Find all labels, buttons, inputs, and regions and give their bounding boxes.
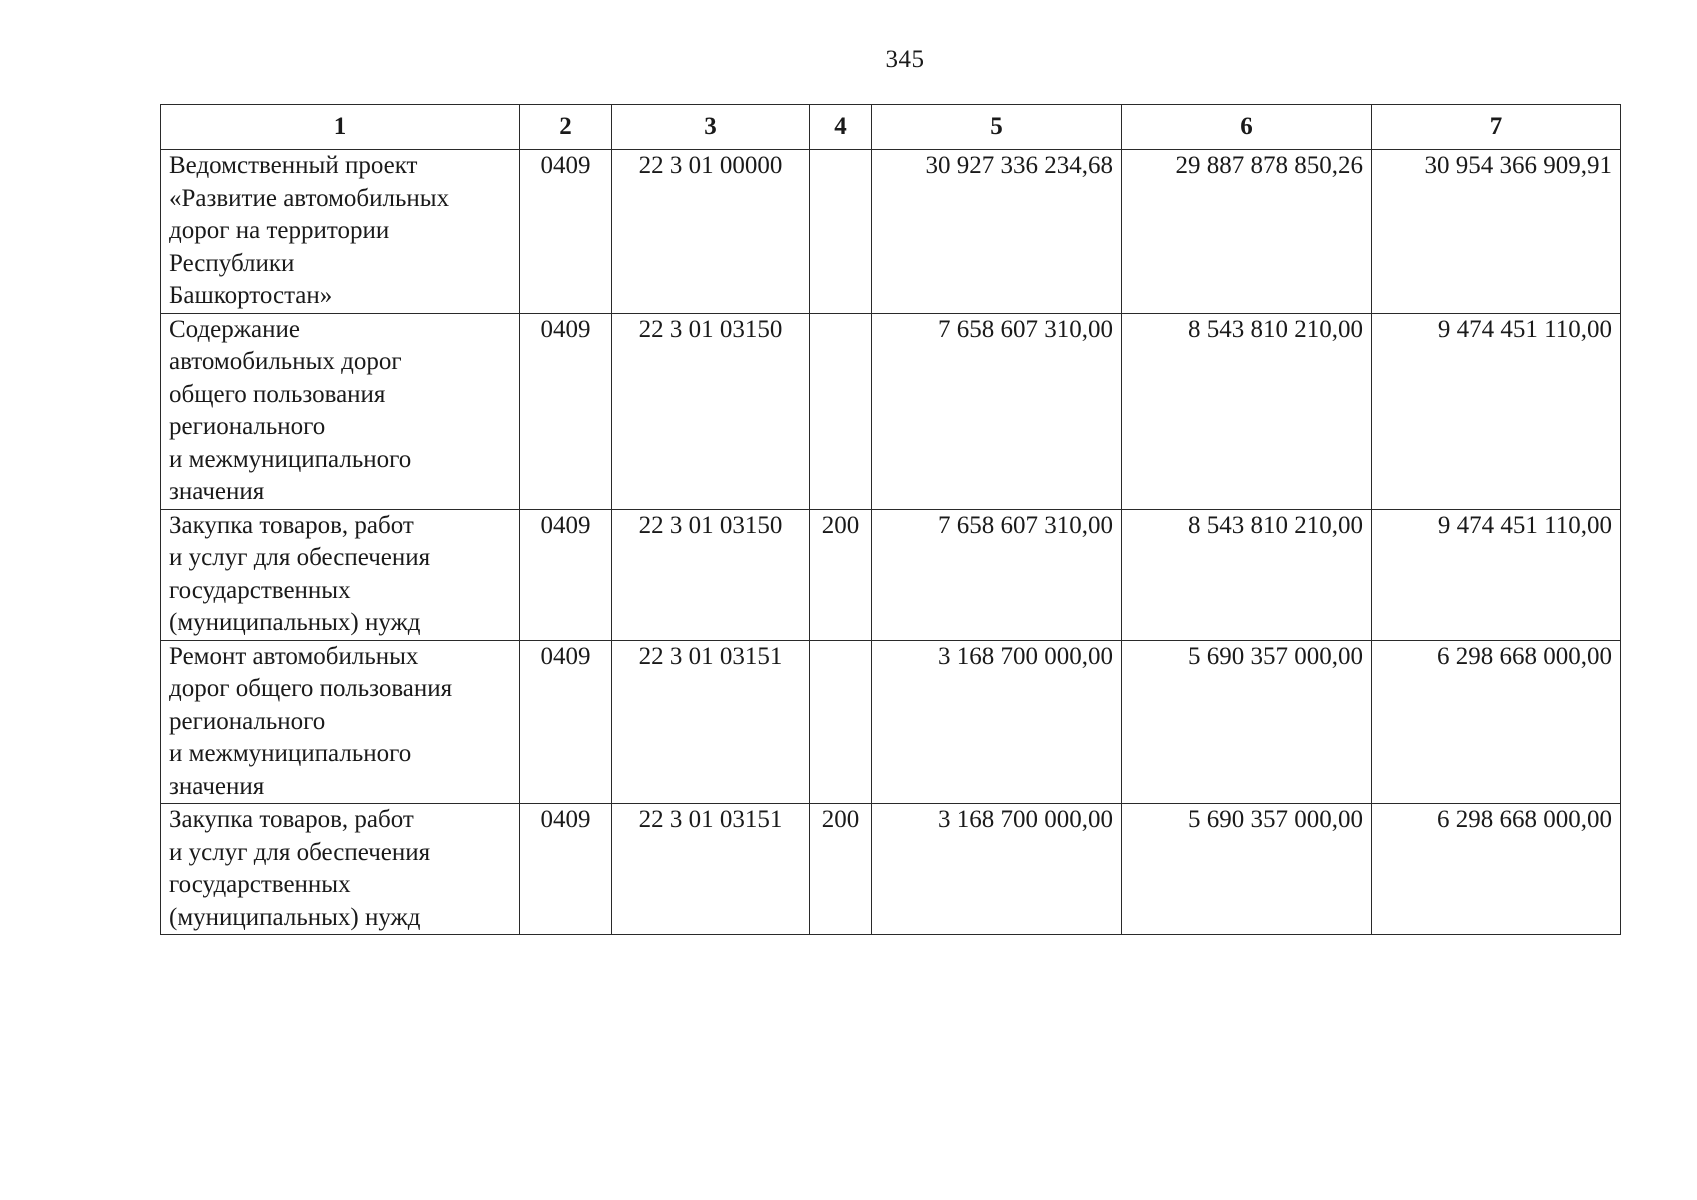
- table-row: [161, 640, 1621, 804]
- item-name-line: Ведомственный проект: [169, 152, 418, 179]
- amount-col6-cell: 29 887 878 850,26: [1122, 150, 1372, 314]
- amount-col6-cell: 8 543 810 210,00: [1122, 313, 1372, 509]
- amount-col7-cell: 9 474 451 110,00: [1372, 313, 1621, 509]
- item-name-line: (муниципальных) нужд: [169, 903, 421, 931]
- amount-col6-cell: 8 543 810 210,00: [1122, 509, 1372, 640]
- amount-col6-cell: 5 690 357 000,00: [1122, 640, 1372, 804]
- item-name-line: Содержание: [169, 315, 300, 343]
- item-name-line: и межмуниципального: [169, 445, 412, 473]
- item-name-line: (муниципальных) нужд: [169, 609, 421, 636]
- item-name-line: и межмуниципального: [169, 740, 412, 767]
- column-header: 4: [810, 105, 872, 150]
- column-header: 1: [161, 105, 520, 150]
- table-row: [161, 313, 1621, 509]
- item-name-cell: [161, 313, 520, 509]
- item-name-line: Башкортостан»: [169, 282, 333, 309]
- column-header: 7: [1372, 105, 1621, 150]
- section-code-cell: 0409: [520, 313, 612, 509]
- item-name-line: значения: [169, 772, 265, 800]
- page-number: 345: [885, 46, 925, 73]
- item-name-cell: [161, 509, 520, 640]
- amount-col5-cell: 7 658 607 310,00: [872, 509, 1122, 640]
- section-code-cell: 0409: [520, 509, 612, 640]
- amount-col5-cell: 3 168 700 000,00: [872, 640, 1122, 804]
- item-name-cell: [161, 150, 520, 314]
- item-name-line: дорог общего пользования: [169, 675, 453, 702]
- item-name-line: общего пользования: [169, 380, 386, 408]
- item-name-line: Республики: [169, 249, 295, 277]
- section-code-cell: 0409: [520, 640, 612, 804]
- target-article-cell: 22 3 01 03150: [612, 509, 810, 640]
- column-header: 5: [872, 105, 1122, 150]
- item-name-line: регионального: [169, 413, 326, 440]
- target-article-cell: 22 3 01 03151: [612, 804, 810, 935]
- amount-col5-cell: 3 168 700 000,00: [872, 804, 1122, 935]
- column-header: 2: [520, 105, 612, 150]
- table-row: [161, 150, 1621, 314]
- expense-type-cell: [810, 313, 872, 509]
- item-name-line: «Развитие автомобильных: [169, 184, 450, 212]
- item-name-line: автомобильных дорог: [169, 348, 402, 375]
- column-header: 6: [1122, 105, 1372, 150]
- item-name-line: государственных: [169, 576, 351, 604]
- column-header: 3: [612, 105, 810, 150]
- amount-col7-cell: 6 298 668 000,00: [1372, 640, 1621, 804]
- expense-type-cell: 200: [810, 804, 872, 935]
- item-name-cell: [161, 804, 520, 935]
- target-article-cell: 22 3 01 03150: [612, 313, 810, 509]
- item-name-line: дорог на территории: [169, 217, 390, 244]
- table-row: [161, 804, 1621, 935]
- item-name-line: государственных: [169, 871, 351, 898]
- section-code-cell: 0409: [520, 804, 612, 935]
- expense-type-cell: [810, 640, 872, 804]
- item-name-line: значения: [169, 478, 265, 505]
- item-name-line: Закупка товаров, работ: [169, 806, 414, 833]
- amount-col7-cell: 6 298 668 000,00: [1372, 804, 1621, 935]
- table-row: [161, 509, 1621, 640]
- item-name-line: Ремонт автомобильных: [169, 642, 419, 670]
- budget-table: [160, 104, 1621, 935]
- expense-type-cell: [810, 150, 872, 314]
- target-article-cell: 22 3 01 00000: [612, 150, 810, 314]
- header-row: [161, 105, 1621, 150]
- amount-col7-cell: 9 474 451 110,00: [1372, 509, 1621, 640]
- item-name-line: и услуг для обеспечения: [169, 544, 431, 571]
- amount-col7-cell: 30 954 366 909,91: [1372, 150, 1621, 314]
- amount-col6-cell: 5 690 357 000,00: [1122, 804, 1372, 935]
- expense-type-cell: 200: [810, 509, 872, 640]
- amount-col5-cell: 30 927 336 234,68: [872, 150, 1122, 314]
- item-name-line: Закупка товаров, работ: [169, 511, 414, 539]
- item-name-line: и услуг для обеспечения: [169, 838, 431, 866]
- section-code-cell: 0409: [520, 150, 612, 314]
- target-article-cell: 22 3 01 03151: [612, 640, 810, 804]
- item-name-cell: [161, 640, 520, 804]
- item-name-line: регионального: [169, 707, 326, 735]
- amount-col5-cell: 7 658 607 310,00: [872, 313, 1122, 509]
